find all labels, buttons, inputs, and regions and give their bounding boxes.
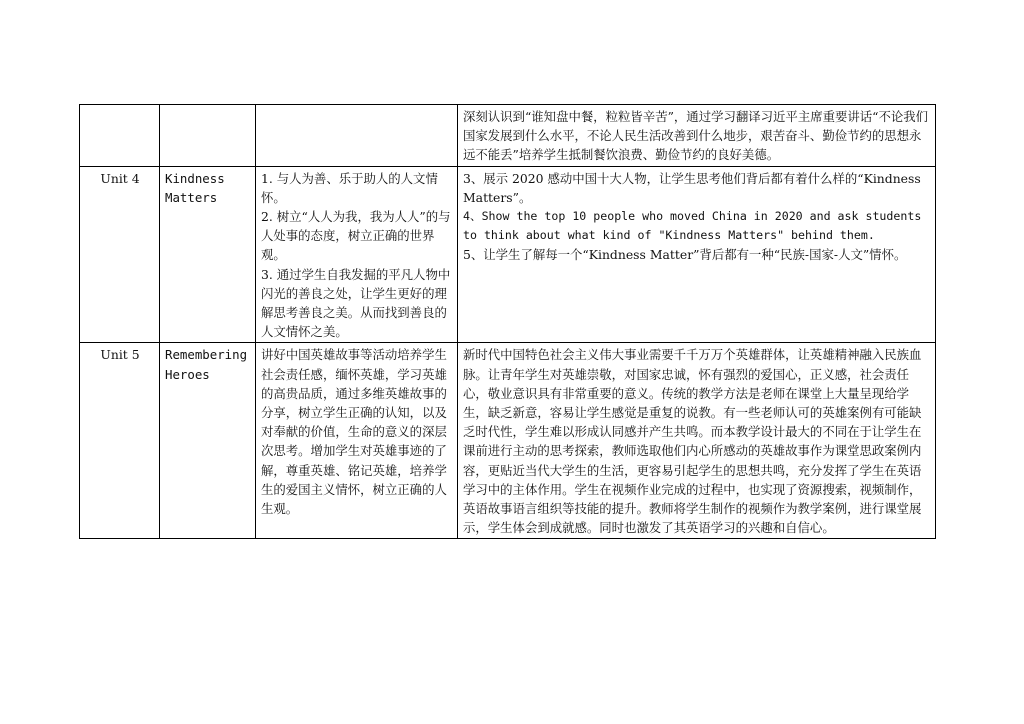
content-paragraph: 5、让学生了解每一个“Kindness Matter”背后都有一种“民族-国家-人文”情怀。	[463, 247, 907, 263]
unit-title-line: Heroes	[165, 366, 210, 382]
goals-cell	[256, 343, 458, 539]
unit-cell: Unit 5	[80, 343, 160, 539]
content-cell	[458, 105, 936, 167]
content-cell	[458, 166, 936, 343]
unit-title-cell	[160, 105, 256, 167]
content-paragraph: 新时代中国特色社会主义伟大事业需要千千万万个英雄群体，让英雄精神融入民族血脉。让青年学生对英雄崇敬，对国家忠诚，怀有强烈的爱国心，正义感，社会责任心，敬业意识具有非常重要的意义。传统的教学方法是老师在课堂上大量呈现给学生，缺乏新意，容易让学生感觉是重复的说教。有一些老师认可的英雄案例有可能缺乏时代性，学生难以形成认同感并产生共鸣。而本教学设计最大的不同在于让学生在课前进行主动的思考探索，教师选取他们内心所感动的英雄故事作为课堂思政案例内容，更贴近当代大学生的生活，更容易引起学生的思想共鸣，充分发挥了学生在英语学习中的主体作用。学生在视频作业完成的过程中，也实现了资源搜索，视频制作，英语故事语言组织等技能的提升。教师将学生制作的视频作为教学案例，进行课堂展示，学生体会到成就感。同时也激发了其英语学习的兴趣和自信心。	[463, 347, 922, 536]
goal-item: 2. 树立“人人为我，我为人人”的与人处事的态度，树立正确的世界观。	[261, 209, 451, 263]
goals-cell	[256, 166, 458, 343]
goal-item: 1. 与人为善、乐于助人的人文情怀。	[261, 170, 438, 205]
unit-title-line: Kindness	[165, 170, 225, 186]
goals-cell	[256, 105, 458, 167]
content-paragraph: 深刻认识到“谁知盘中餐，粒粒皆辛苦”，通过学习翻译习近平主席重要讲话“不论我们国家发展到什么水平，不论人民生活改善到什么地步，艰苦奋斗、勤俭节约的思想永远不能丢”培养学生抵制餐饮浪费、勤俭节约的良好美德。	[463, 109, 929, 163]
curriculum-table	[79, 104, 936, 539]
unit-title-cell	[160, 343, 256, 539]
unit-title-line: Matters	[165, 189, 218, 205]
unit-cell	[80, 105, 160, 167]
goal-item: 3. 通过学生自我发掘的平凡人物中闪光的善良之处，让学生更好的理解思考善良之美。从而找到善良的人文情怀之美。	[261, 266, 451, 340]
table-row	[80, 105, 936, 167]
table-row	[80, 166, 936, 343]
unit-title-line: Remembering	[165, 347, 248, 363]
content-paragraph: 4、Show the top 10 people who moved China in 2020 and ask students to think about what kind of "Kindness Matters" behind them.	[463, 209, 922, 243]
goal-item: 讲好中国英雄故事等活动培养学生社会责任感，缅怀英雄，学习英雄的高贵品质，通过多维英雄故事的分享，树立学生正确的认知，以及对奉献的价值，生命的意义的深层次思考。增加学生对英雄事迹的了解，尊重英雄、铭记英雄，培养学生的爱国主义情怀，树立正确的人生观。	[261, 347, 447, 517]
table-row	[80, 343, 936, 539]
unit-cell: Unit 4	[80, 166, 160, 343]
unit-title-cell	[160, 166, 256, 343]
content-paragraph: 3、展示 2020 感动中国十大人物，让学生思考他们背后都有着什么样的“Kindness Matters”。	[463, 170, 921, 205]
content-cell	[458, 343, 936, 539]
